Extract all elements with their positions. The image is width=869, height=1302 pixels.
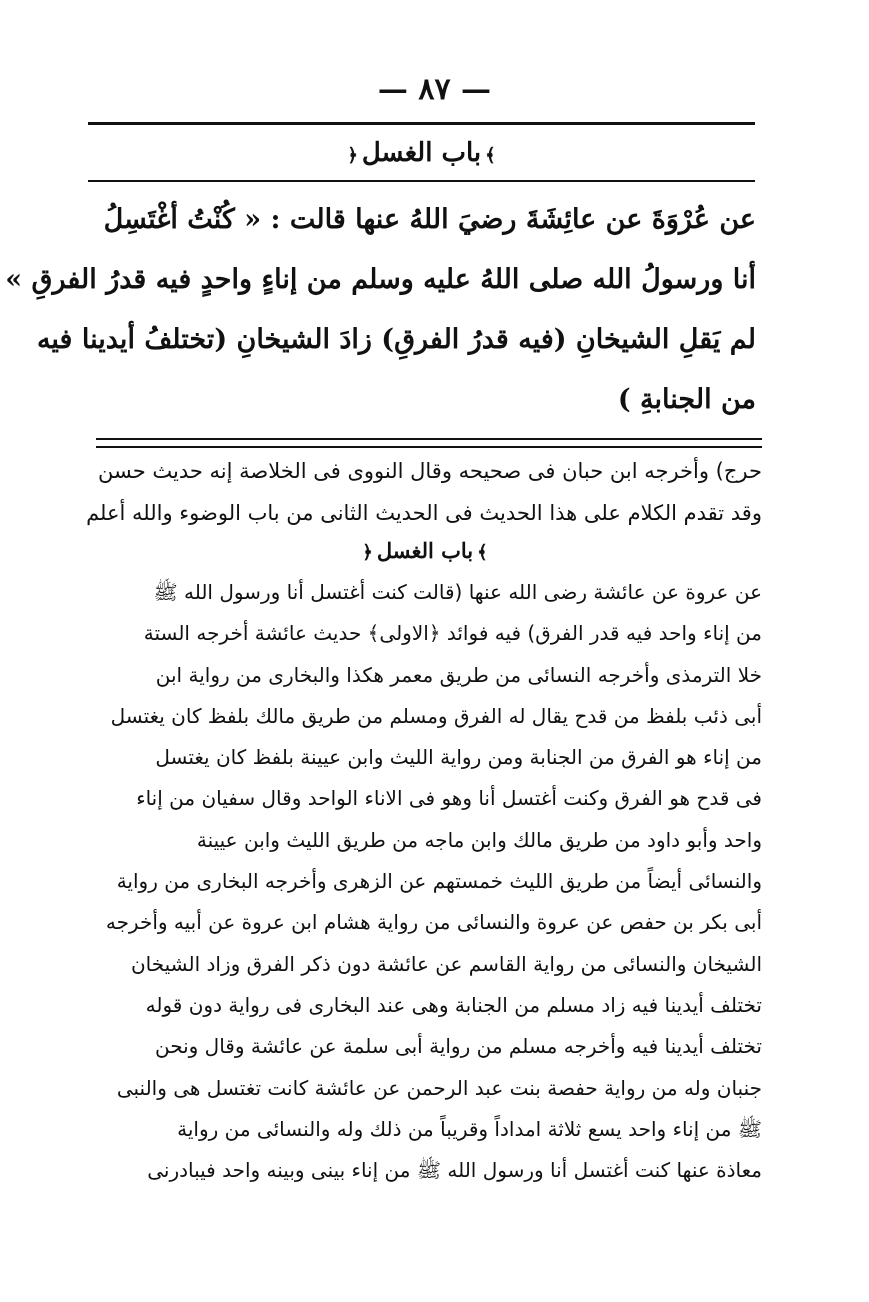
commentary-line: وقد تقدم الكلام على هذا الحديث فى الحديث الثانى من باب الوضوء والله أعلم xyxy=(86,501,762,525)
hadith-line: من الجنابةِ ) xyxy=(617,384,756,415)
commentary-line: من إناء هو الفرق من الجنابة ومن رواية الليث وابن عيينة بلفظ كان يغتسل xyxy=(155,745,762,770)
ornament-right: ﴾ xyxy=(477,542,488,563)
commentary-body xyxy=(92,572,762,1191)
commentary-line: ﷺ من إناء واحد يسع ثلاثة امداداً وقريباً من ذلك وله والنسائى من رواية xyxy=(177,1116,762,1141)
chapter-heading xyxy=(88,138,755,168)
commentary-line: جنبان وله من رواية حفصة بنت عبد الرحمن عن عائشة كانت تغتسل هى والنبى xyxy=(116,1075,762,1100)
commentary-line: معاذة عنها كنت أغتسل أنا ورسول الله ﷺ من إناء بينى وبينه واحد فيبادرنى xyxy=(147,1158,762,1183)
commentary-line: خلا الترمذى وأخرجه النسائى من طريق معمر هكذا والبخارى من رواية ابن xyxy=(155,662,762,687)
heading-rule xyxy=(88,180,755,182)
commentary-line: فى قدح هو الفرق وكنت أغتسل أنا وهو فى الاناء الواحد وقال سفيان من إناء xyxy=(136,786,762,811)
commentary-line: تختلف أيدينا فيه وأخرجه مسلم من رواية أبى سلمة عن عائشة وقال ونحن xyxy=(154,1034,762,1059)
commentary-line: والنسائى أيضاً من طريق الليث خمستهم عن الزهرى وأخرجه البخارى من رواية xyxy=(116,869,762,894)
chapter-title: باب الغسل xyxy=(361,138,482,168)
hadith-line: أنا ورسولُ الله صلى اللهُ عليه وسلم من إناءٍ واحدٍ فيه قدرُ الفرقِ » xyxy=(5,264,756,295)
ornament-left: ﴿ xyxy=(362,542,373,563)
hadith-text xyxy=(5,190,756,430)
ornament-left: ﴿ xyxy=(347,145,358,166)
commentary-line: أبى ذئب بلفظ من قدح يقال له الفرق ومسلم من طريق مالك بلفظ كان يغتسل xyxy=(110,703,762,728)
commentary-line: تختلف أيدينا فيه زاد مسلم من الجنابة وهى عند البخارى فى رواية دون قوله xyxy=(145,992,762,1017)
commentary-line: الشيخان والنسائى من رواية القاسم عن عائشة دون ذكر الفرق وزاد الشيخان xyxy=(130,951,762,976)
commentary-line: من إناء واحد فيه قدر الفرق) فيه فوائد ﴿الاولى﴾ حديث عائشة أخرجه الستة xyxy=(143,621,762,646)
page-number: — ٨٧ — xyxy=(377,72,492,107)
ornament-right: ﴾ xyxy=(485,145,496,166)
commentary-line: أبى بكر بن حفص عن عروة والنسائى من رواية هشام ابن عروة عن أبيه وأخرجه xyxy=(105,910,762,935)
commentary-line: عن عروة عن عائشة رضى الله عنها (قالت كنت أغتسل أنا ورسول الله ﷺ xyxy=(153,580,762,604)
header-rule xyxy=(88,122,755,125)
commentary-line: حرج) وأخرجه ابن حبان فى صحيحه وقال النووى فى الخلاصة إنه حديث حسن xyxy=(98,459,762,483)
commentary-intro xyxy=(86,450,762,534)
commentary-line: واحد وأبو داود من طريق مالك وابن ماجه من طريق الليث وابن عيينة xyxy=(196,827,762,852)
section-divider-top xyxy=(96,438,762,440)
commentary-title: باب الغسل xyxy=(376,538,474,563)
hadith-line: عن عُرْوَةَ عن عائِشَةَ رضيَ اللهُ عنها قالت : « كُنْتُ أغْتَسِلُ xyxy=(103,204,756,235)
hadith-line: لم يَقلِ الشيخانِ (فيه قدرُ الفرقِ) زادَ الشيخانِ (تختلفُ أيدينا فيه xyxy=(36,324,756,355)
commentary-heading xyxy=(90,538,760,563)
section-divider-bottom xyxy=(96,446,762,448)
